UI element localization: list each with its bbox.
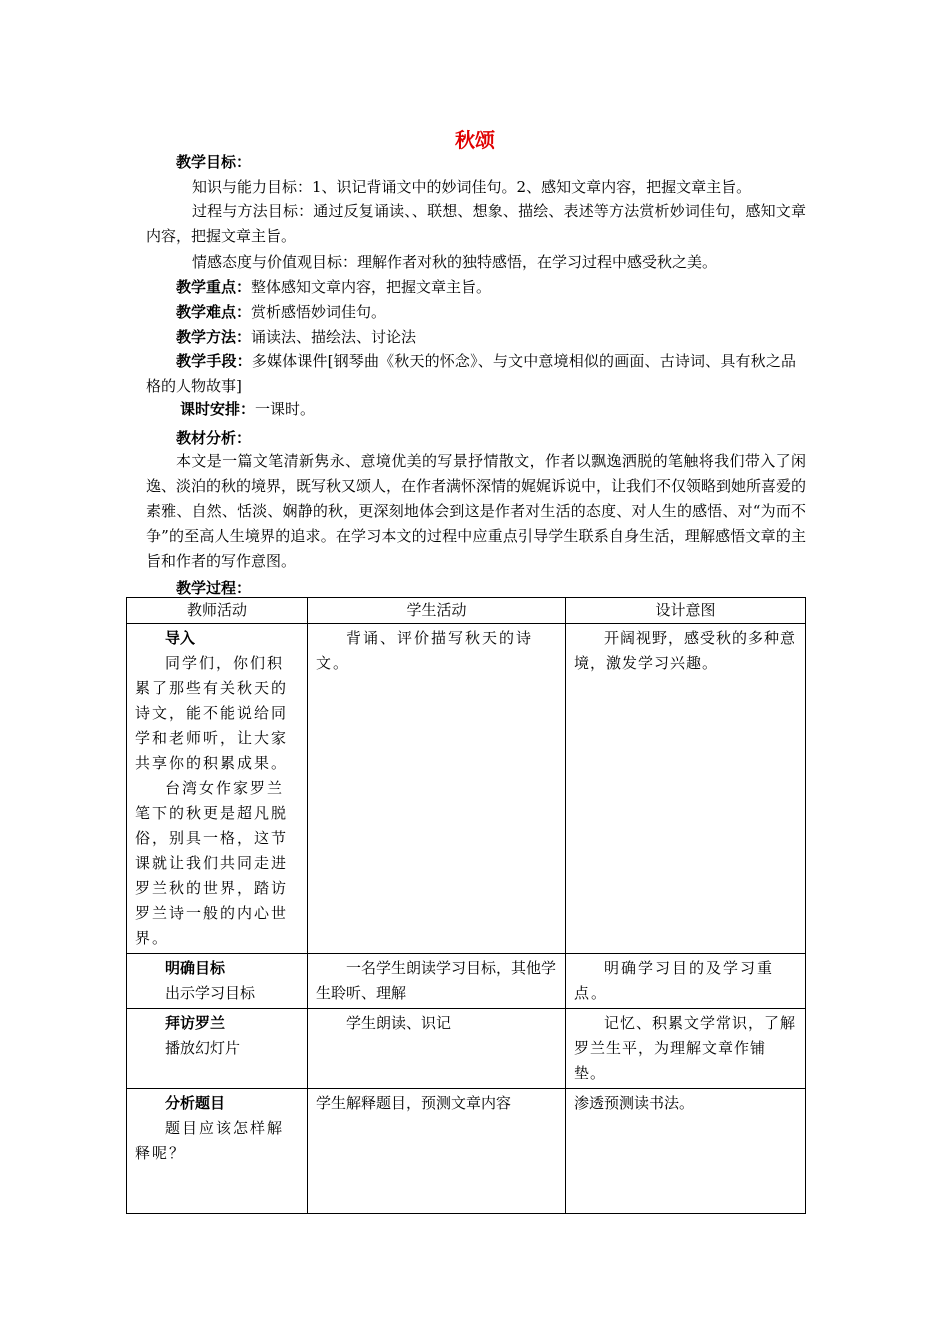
means <box>146 349 796 399</box>
intent-cell <box>566 954 806 1009</box>
student-text: 背诵、评价描写秋天的诗文。 <box>316 629 534 672</box>
lesson-table <box>126 597 806 1214</box>
analysis-text: 本文是一篇文笔清新隽永、意境优美的写景抒情散文，作者以飘逸洒脱的笔触将我们带入了闲逸、淡泊的秋的境界，既写秋又颂人，在作者满怀深情的娓娓诉说中，让我们不仅领略到她所喜爱的素雅、自然、恬淡、娴静的秋，更深刻地体会到这是作者对生活的态度、对人生的感悟、对“为而不争”的至高人生境界的追求。在学习本文的过程中应重点引导学生联系自身生活，理解感悟文章的主旨和作者的写作意图。 <box>146 452 807 570</box>
methods <box>176 327 416 347</box>
difficulty <box>176 302 386 322</box>
difficulty-text: 赏析感悟妙词佳句。 <box>251 303 387 321</box>
means-text: 多媒体课件[钢琴曲《秋天的怀念》、与文中意境相似的画面、古诗词、具有秋之品格的人物故事] <box>146 352 796 395</box>
intent-cell <box>566 1089 806 1214</box>
schedule <box>180 399 315 419</box>
student-cell <box>308 954 566 1009</box>
table-row <box>127 624 806 954</box>
step-title: 分析题目 <box>165 1094 226 1112</box>
objectives-heading: 教学目标： <box>176 153 252 171</box>
step-title: 明确目标 <box>165 959 226 977</box>
teacher-cell <box>127 954 308 1009</box>
intent-text: 开阔视野，感受秋的多种意境，激发学习兴趣。 <box>574 629 797 672</box>
process-heading: 教学过程： <box>176 579 252 597</box>
key-point-text: 整体感知文章内容，把握文章主旨。 <box>251 278 492 296</box>
step-title: 导入 <box>165 629 196 647</box>
intent-text: 记忆、积累文学常识，了解罗兰生平，为理解文章作铺垫。 <box>574 1014 797 1082</box>
teacher-text: 题目应该怎样解释呢？ <box>135 1119 285 1162</box>
student-text: 学生朗读、识记 <box>346 1014 452 1032</box>
methods-text: 诵读法、描绘法、讨论法 <box>251 328 417 346</box>
student-text: 学生解释题目，预测文章内容 <box>316 1094 512 1112</box>
key-point-label: 教学重点： <box>176 278 252 296</box>
intent-text: 明确学习目的及学习重点。 <box>574 959 775 1002</box>
intent-cell <box>566 1009 806 1089</box>
schedule-text: 一课时。 <box>255 400 316 418</box>
objective-knowledge: 知识与能力目标：1、识记背诵文中的妙词佳句。2、感知文章内容，把握文章主旨。 <box>192 178 752 196</box>
teacher-cell <box>127 1089 308 1214</box>
header-intent: 设计意图 <box>566 598 806 624</box>
methods-label: 教学方法： <box>176 328 252 346</box>
student-cell <box>308 624 566 954</box>
table-row <box>127 1009 806 1089</box>
teacher-text: 出示学习目标 <box>165 984 256 1002</box>
table-header-row <box>127 598 806 624</box>
step-title: 拜访罗兰 <box>165 1014 226 1032</box>
student-cell <box>308 1009 566 1089</box>
table-row <box>127 1089 806 1214</box>
schedule-label: 课时安排： <box>180 400 256 418</box>
teacher-cell <box>127 624 308 954</box>
intent-text: 渗透预测读书法。 <box>574 1094 695 1112</box>
objective-process: 过程与方法目标：通过反复诵读、、联想、想象、描绘、表述等方法赏析妙词佳句，感知文章内容，把握文章主旨。 <box>146 202 806 245</box>
teacher-text: 台湾女作家罗兰笔下的秋更是超凡脱俗，别具一格，这节课就让我们共同走进罗兰秋的世界，踏访罗兰诗一般的内心世界。 <box>135 779 289 947</box>
teacher-cell <box>127 1009 308 1089</box>
table-row <box>127 954 806 1009</box>
teacher-text: 播放幻灯片 <box>165 1039 241 1057</box>
means-label: 教学手段： <box>176 352 252 370</box>
student-cell <box>308 1089 566 1214</box>
difficulty-label: 教学难点： <box>176 303 252 321</box>
student-text: 一名学生朗读学习目标，其他学生聆听、理解 <box>316 959 557 1002</box>
teacher-text: 同学们，你们积累了那些有关秋天的诗文，能不能说给同学和老师听，让大家共享你的积累成果。 <box>135 654 289 772</box>
header-teacher: 教师活动 <box>127 598 308 624</box>
analysis-heading: 教材分析： <box>176 429 252 447</box>
objective-emotion: 情感态度与价值观目标：理解作者对秋的独特感悟，在学习过程中感受秋之美。 <box>192 253 718 271</box>
header-student: 学生活动 <box>308 598 566 624</box>
key-point <box>176 277 491 297</box>
document-title: 秋颂 <box>455 128 495 152</box>
intent-cell <box>566 624 806 954</box>
